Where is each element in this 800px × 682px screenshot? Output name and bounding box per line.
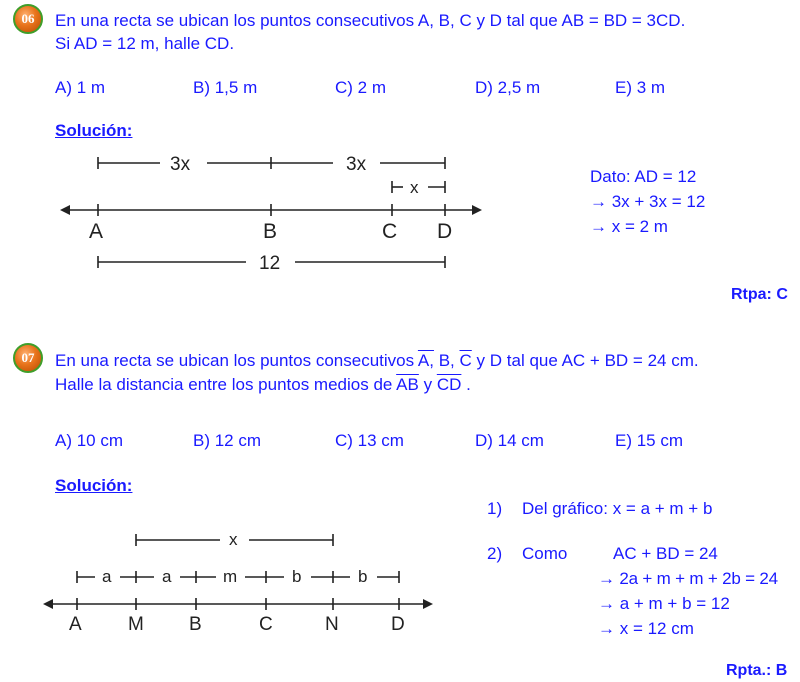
work-07-line4: → x = 12 cm: [598, 619, 694, 638]
work-06-line3: → x = 2 m: [590, 217, 668, 236]
work-07-line2: → 2a + m + m + 2b = 24: [598, 569, 778, 588]
label-3x-bd: 3x: [346, 154, 367, 175]
problem-06-statement-line2: Si AD = 12 m, halle CD.: [55, 34, 235, 53]
statement-text: tal que AC + BD = 24 cm.: [506, 351, 699, 370]
option-c: C) 13 cm: [335, 431, 404, 450]
answer-06: Rtpa: C: [731, 286, 788, 303]
label-x-cd: x: [410, 178, 419, 197]
point-d: D: [391, 614, 405, 635]
option-e: E) 15 cm: [615, 431, 684, 450]
problem-07-statement-line1: [55, 351, 699, 371]
point-a: A: [69, 614, 82, 635]
point-b-mark: B,: [438, 351, 455, 370]
point-n: N: [325, 614, 339, 635]
point-a: A: [89, 220, 104, 243]
work-07-line3: → a + m + b = 12: [598, 594, 730, 613]
point-c: C: [259, 614, 273, 635]
label-b2: b: [358, 567, 368, 586]
statement-text: En una recta se ubican los puntos consecutivos: [55, 351, 418, 370]
point-a-mark: A,: [417, 351, 434, 370]
option-d: D) 2,5 m: [475, 78, 541, 97]
point-b: B: [263, 220, 278, 243]
label-3x-ab: 3x: [170, 154, 191, 175]
label-x-mn: x: [229, 530, 238, 549]
problem-number-badge-07: 07: [13, 343, 43, 373]
work-07-step1-number: 1): [487, 499, 503, 518]
point-d-mark: D: [489, 351, 503, 370]
option-a: A) 10 cm: [55, 431, 124, 450]
problem-07-statement-line2: [55, 375, 471, 395]
work-07-line1: AC + BD = 24: [613, 544, 718, 563]
point-m: M: [128, 614, 144, 635]
work-06-line1: Dato: AD = 12: [590, 167, 697, 186]
point-b: B: [189, 614, 202, 635]
work-07-step2-number: 2): [487, 544, 503, 563]
label-m: m: [223, 567, 238, 586]
option-b: B) 12 cm: [193, 431, 262, 450]
problem-06-statement-line1: En una recta se ubican los puntos consecutivos A, B, C y D tal que AB = BD = 3CD.: [55, 11, 686, 30]
statement-text: .: [466, 375, 471, 394]
statement-text: Halle la distancia entre los puntos medios de: [55, 375, 397, 394]
label-12: 12: [259, 253, 281, 274]
point-c-mark: $\overline{C}$: [459, 351, 472, 370]
statement-text: y: [423, 375, 437, 394]
answer-07: Rpta.: B: [726, 662, 788, 679]
segment-cd: $\overline{CD}$: [436, 375, 462, 394]
option-b: B) 1,5 m: [193, 78, 258, 97]
work-07-step1: Del gráfico: x = a + m + b: [522, 499, 713, 518]
work-07-step2-word: Como: [522, 544, 568, 563]
solution-label: Solución:: [55, 476, 133, 495]
problem-number-badge-06: 06: [13, 4, 43, 34]
option-c: C) 2 m: [335, 78, 386, 97]
label-a2: a: [162, 567, 172, 586]
point-d: D: [437, 220, 453, 243]
segment-ab: $\overline{AB}$: [396, 375, 419, 394]
label-a1: a: [102, 567, 112, 586]
option-e: E) 3 m: [615, 78, 666, 97]
point-c: C: [382, 220, 398, 243]
option-a: A) 1 m: [55, 78, 106, 97]
conjunction: y: [476, 351, 486, 370]
label-b1: b: [292, 567, 302, 586]
work-06-line2: → 3x + 3x = 12: [590, 192, 706, 211]
solution-label: Solución:: [55, 121, 133, 140]
option-d: D) 14 cm: [475, 431, 544, 450]
